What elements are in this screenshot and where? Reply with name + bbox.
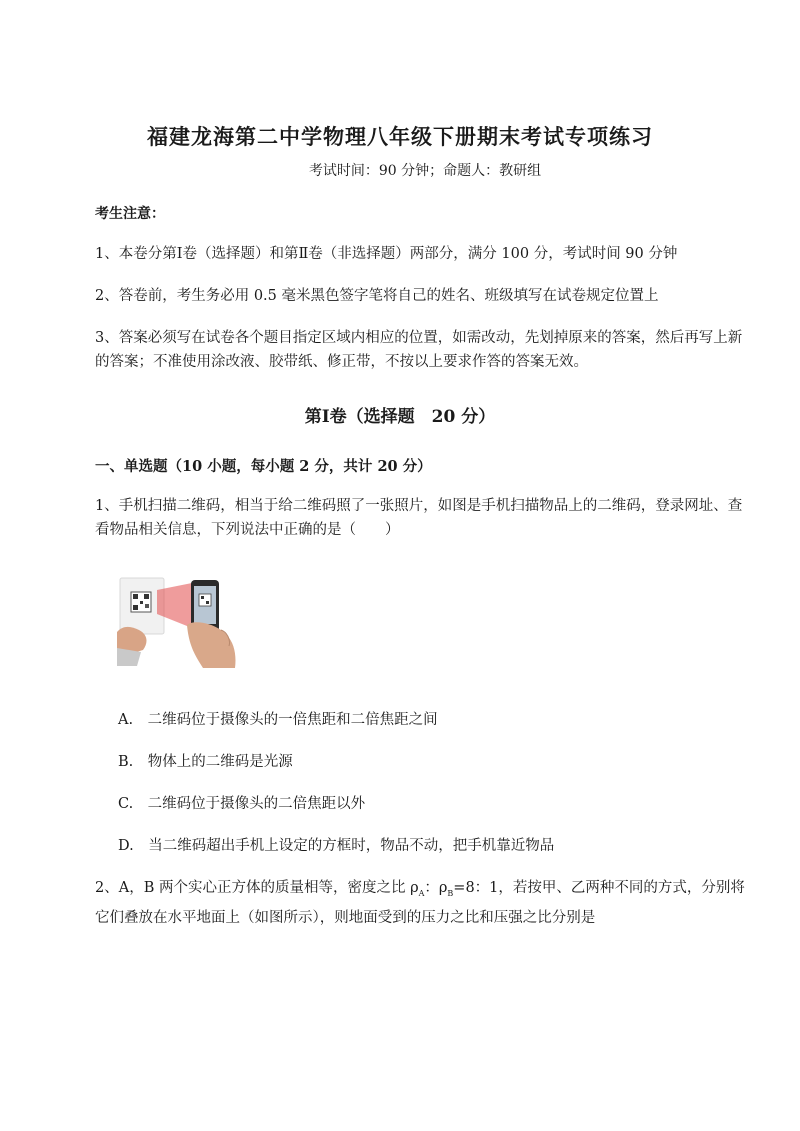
density-subscript-a: A [418, 888, 425, 898]
q2-text: =8：1，若按甲、乙两种不同的方式，分别将它们叠放在水平地面上（如图所示），则地面受到的压力之比和压强之比分别是 [95, 880, 745, 926]
exam-info: 考试时间：90 分钟；命题人：教研组 [308, 163, 542, 179]
option-d: D. 当二维码超出手机上设定的方框时，物品不动，把手机靠近物品 [118, 838, 555, 854]
option-b: B. 物体上的二维码是光源 [118, 754, 293, 770]
section-heading: 第Ⅰ卷（选择题 20 分） [304, 407, 496, 427]
notice-heading: 考生注意： [95, 206, 165, 222]
q2-text: ：ρ [424, 880, 448, 896]
notice-item: 3、答案必须写在试卷各个题目指定区域内相应的位置，如需改动，先划掉原来的答案，然后再写上新的答案；不准使用涂改液、胶带纸、修正带，不按以上要求作答的答案无效。 [95, 330, 743, 370]
notice-item: 2、答卷前，考生务必用 0.5 毫米黑色签字笔将自己的姓名、班级填写在试卷规定位置上 [95, 288, 659, 304]
option-a: A. 二维码位于摄像头的一倍焦距和二倍焦距之间 [118, 712, 438, 728]
question-2-stem [95, 876, 755, 930]
question-1-stem: 1、手机扫描二维码，相当于给二维码照了一张照片，如图是手机扫描物品上的二维码，登录网址、查看物品相关信息，下列说法中正确的是（ ） [95, 498, 743, 538]
q2-text: 2、A，B 两个实心正方体的质量相等，密度之比 ρ [95, 880, 419, 896]
page-title: 福建龙海第二中学物理八年级下册期末考试专项练习 [147, 124, 653, 149]
option-c: C. 二维码位于摄像头的二倍焦距以外 [118, 796, 366, 812]
density-subscript-b: B [447, 888, 454, 898]
qr-scan-figure [117, 570, 237, 670]
notice-item: 1、本卷分第Ⅰ卷（选择题）和第Ⅱ卷（非选择题）两部分，满分 100 分，考试时间 90 分钟 [95, 246, 678, 262]
question-type-heading: 一、单选题（10 小题，每小题 2 分，共计 20 分） [95, 458, 432, 475]
